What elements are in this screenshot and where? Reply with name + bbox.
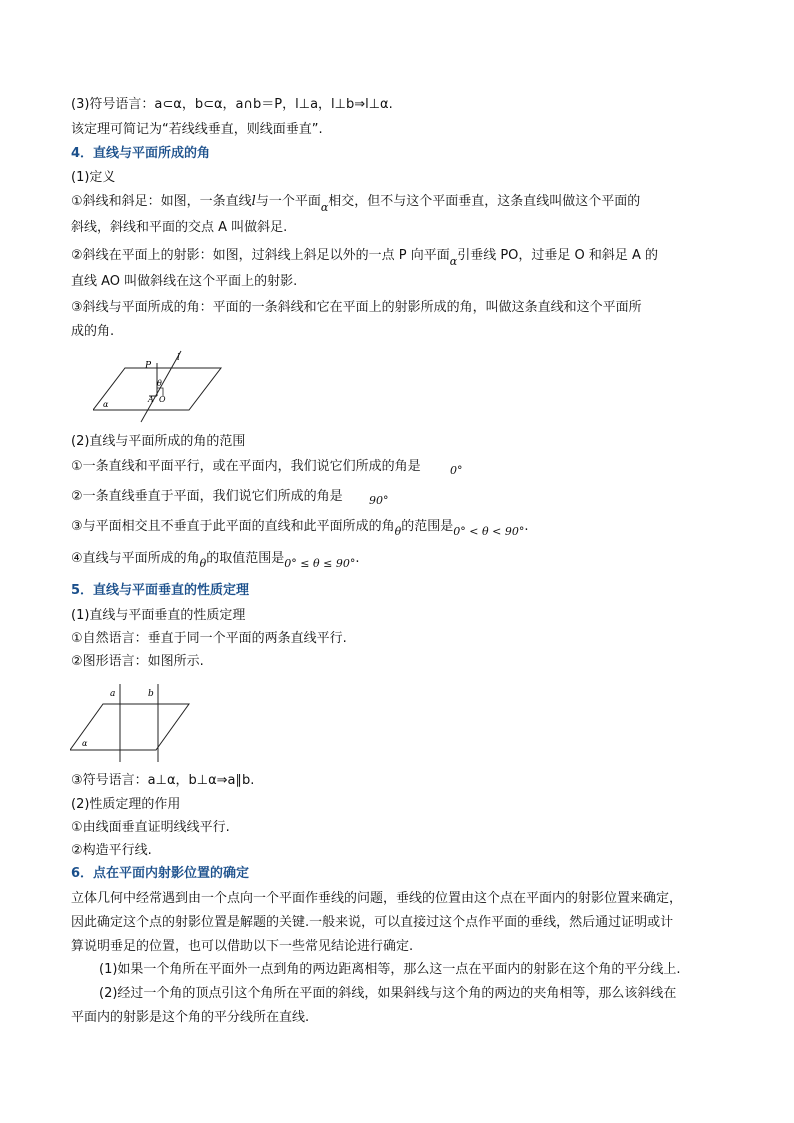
projection-definition: [71, 247, 659, 268]
graphic-language: ②图形语言：如图所示.: [71, 654, 204, 669]
section-6-paragraph-2: 因此确定这个点的射影位置是解题的关键.一般来说，可以直接过这个点作平面的垂线，然后通过证明或计: [71, 915, 674, 930]
line-l-label: l: [251, 194, 256, 209]
symbolic-language: ③符号语言：a⊥α，b⊥α⇒a∥b.: [71, 773, 255, 788]
conclusion-2-line1: (2)经过一个角的顶点引这个角所在平面的斜线，如果斜线与这个角的两边的夹角相等，那么该斜线在: [99, 986, 677, 1001]
label-P: P: [145, 361, 152, 371]
range-general-value: 0° ≤ θ ≤ 90°: [284, 557, 356, 570]
oblique-definition-line2: 斜线，斜线和平面的交点 A 叫做斜足.: [71, 220, 288, 235]
oblique-text-1: ①斜线和斜足：如图，一条直线: [71, 194, 252, 209]
range-general-text: ④直线与平面所成的角: [71, 551, 200, 566]
oblique-text-3: 相交，但不与这个平面垂直，这条直线叫做这个平面的: [328, 194, 641, 209]
projection-text-2: 引垂线 PO，过垂足 O 和斜足 A 的: [457, 248, 659, 263]
alpha-symbol: α: [449, 255, 458, 268]
definition-title: (1)定义: [71, 170, 116, 185]
angle-definition-line2: 成的角.: [71, 324, 115, 339]
plane-alpha: [70, 704, 189, 750]
property-use-2: ②构造平行线.: [71, 843, 152, 858]
label-b: b: [148, 689, 154, 699]
range-general-mid: 的取值范围是: [206, 551, 285, 566]
conclusion-2-line2: 平面内的射影是这个角的平分线所在直线.: [71, 1010, 310, 1025]
angle-definition-line1: ③斜线与平面所成的角：平面的一条斜线和它在平面上的射影所成的角，叫做这条直线和这个平面所: [71, 300, 642, 315]
symbolic-language-line: (3)符号语言：a⊂α，b⊂α，a∩b＝P，l⊥a，l⊥b⇒l⊥α.: [71, 97, 393, 112]
range-perpendicular-value: 90°: [369, 494, 389, 507]
oblique-line-definition: [71, 193, 641, 214]
theorem-summary: 该定理可简记为“若线线垂直，则线面垂直”.: [71, 122, 323, 137]
range-oblique-text: ③与平面相交且不垂直于此平面的直线和此平面所成的角: [71, 519, 395, 534]
natural-language: ①自然语言：垂直于同一个平面的两条直线平行.: [71, 631, 347, 646]
label-a: a: [110, 689, 116, 699]
range-parallel: ①一条直线和平面平行，或在平面内，我们说它们所成的角是: [71, 459, 421, 474]
section-5-heading: 5．直线与平面垂直的性质定理: [71, 583, 250, 598]
projection-text-1: ②斜线在平面上的射影：如图，过斜线上斜足以外的一点 P 向平面: [71, 248, 450, 263]
range-parallel-value: 0°: [450, 464, 463, 477]
label-l: l: [177, 353, 180, 363]
property-use-1: ①由线面垂直证明线线平行.: [71, 820, 230, 835]
property-use-title: (2)性质定理的作用: [71, 797, 181, 812]
range-general: ④直线与平面所成的角$_\theta$的取值范围是$_{0^\circ \le \theta \le 90^\circ}$.: [71, 551, 360, 570]
range-title: (2)直线与平面所成的角的范围: [71, 434, 246, 449]
conclusion-1: (1)如果一个角所在平面外一点到角的两边距离相等，那么这一点在平面内的射影在这个角的平分线上.: [99, 962, 681, 977]
projection-definition-line2: 直线 AO 叫做斜线在这个平面上的射影.: [71, 274, 298, 289]
alpha-symbol: α: [320, 201, 329, 214]
section-6-paragraph-1: 立体几何中经常遇到由一个点向一个平面作垂线的问题，垂线的位置由这个点在平面内的射影位置来确定，: [71, 891, 683, 906]
label-O: O: [159, 395, 166, 404]
label-alpha: α: [82, 739, 88, 748]
oblique-line-figure: [93, 348, 227, 424]
theta-symbol: θ: [394, 525, 402, 538]
parallel-perpendiculars-figure: [70, 682, 192, 764]
property-theorem-title: (1)直线与平面垂直的性质定理: [71, 608, 246, 623]
section-6-heading: 6．点在平面内射影位置的确定: [71, 866, 250, 881]
label-theta: θ: [157, 379, 162, 388]
label-A: A: [148, 395, 154, 404]
range-oblique-mid: 的范围是: [401, 519, 454, 534]
oblique-text-2: 与一个平面: [255, 194, 321, 209]
theta-symbol: θ: [199, 557, 207, 570]
range-perpendicular: ②一条直线垂直于平面，我们说它们所成的角是: [71, 489, 343, 504]
section-4-heading: 4．直线与平面所成的角: [71, 146, 211, 161]
range-oblique-value: 0° < θ < 90°: [453, 525, 525, 538]
section-6-paragraph-3: 算说明垂足的位置，也可以借助以下一些常见结论进行确定.: [71, 939, 414, 954]
label-alpha: α: [103, 400, 109, 409]
range-oblique: ③与平面相交且不垂直于此平面的直线和此平面所成的角$_\theta$的范围是$_{0^\circ < \theta < 90^\circ}$.: [71, 519, 529, 538]
